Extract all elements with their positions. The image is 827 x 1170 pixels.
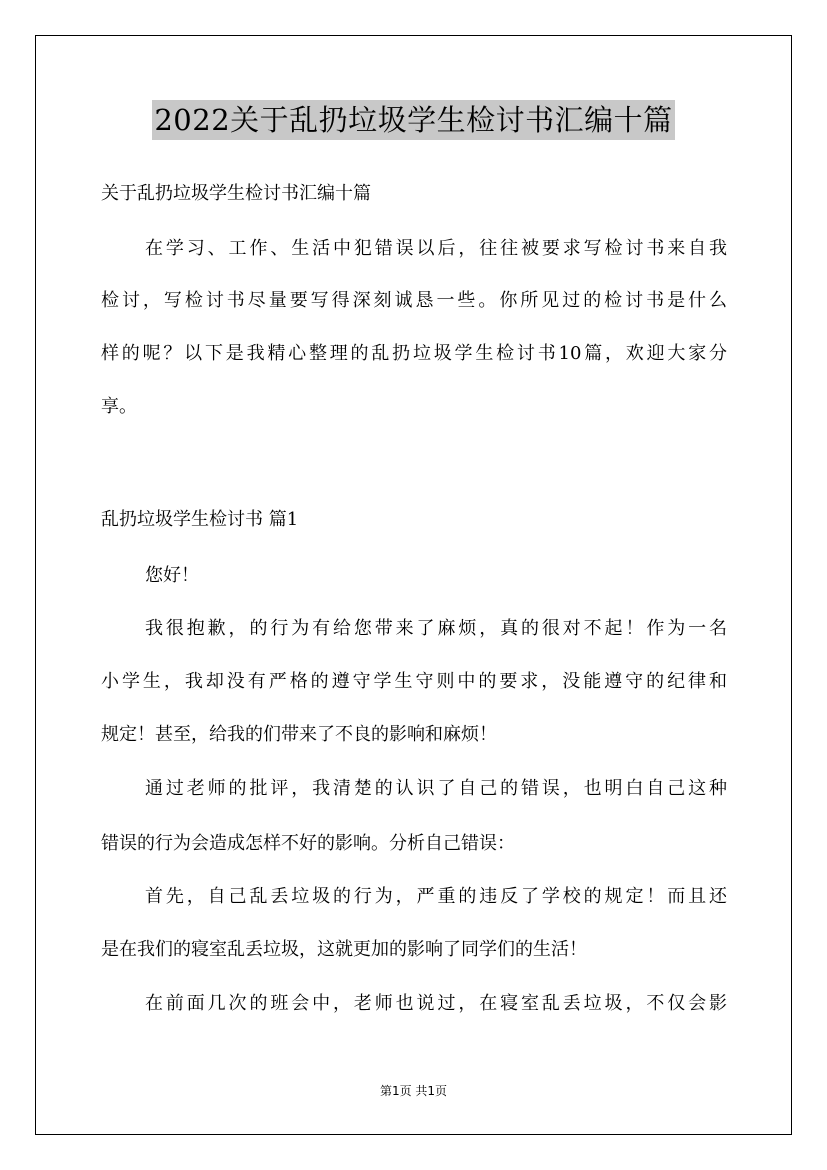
body-line: 首先，自己乱丢垃圾的行为，严重的违反了学校的规定！而且还	[145, 886, 727, 907]
document-title: 2022关于乱扔垃圾学生检讨书汇编十篇	[152, 100, 674, 140]
body-line: 规定！甚至，给我的们带来了不良的影响和麻烦！	[101, 724, 497, 745]
body-line: 在前面几次的班会中，老师也说过，在寝室乱丢垃圾，不仅会影	[145, 993, 727, 1014]
intro-line: 检讨，写检讨书尽量要写得深刻诚恳一些。你所见过的检讨书是什么	[101, 290, 727, 311]
intro-line: 在学习、工作、生活中犯错误以后，往往被要求写检讨书来自我	[145, 238, 727, 259]
body-line: 错误的行为会造成怎样不好的影响。分析自己错误：	[101, 833, 515, 854]
intro-line: 样的呢？以下是我精心整理的乱扔垃圾学生检讨书10篇，欢迎大家分	[101, 343, 727, 364]
body-line: 您好！	[145, 565, 199, 586]
body-line: 是在我们的寝室乱丢垃圾，这就更加的影响了同学们的生活！	[101, 939, 587, 960]
section-heading: 乱扔垃圾学生检讨书 篇1	[101, 509, 299, 530]
intro-line: 享。	[101, 396, 137, 417]
body-line: 我很抱歉，的行为有给您带来了麻烦，真的很对不起！作为一名	[145, 618, 727, 639]
page-footer: 第1页 共1页	[379, 1084, 448, 1098]
subtitle: 关于乱扔垃圾学生检讨书汇编十篇	[101, 183, 371, 204]
body-line: 小学生，我却没有严格的遵守学生守则中的要求，没能遵守的纪律和	[101, 671, 727, 692]
title-container	[0, 100, 827, 140]
body-line: 通过老师的批评，我清楚的认识了自己的错误，也明白自己这种	[145, 778, 727, 799]
